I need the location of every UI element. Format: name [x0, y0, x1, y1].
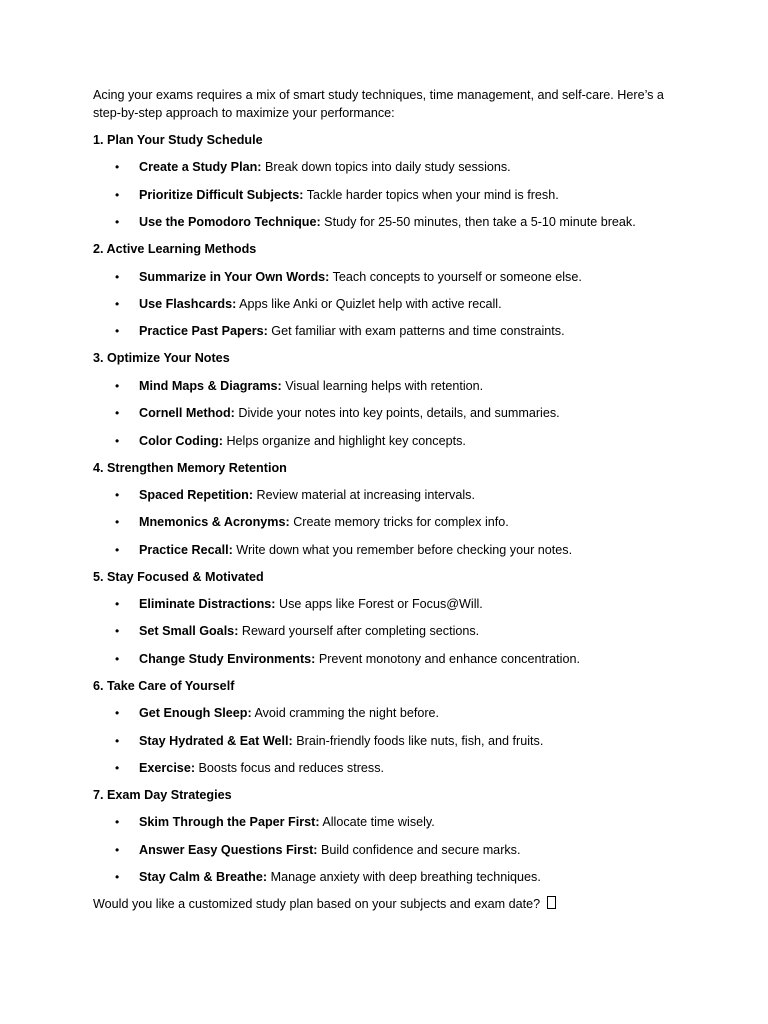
bullet-icon: •: [115, 624, 120, 639]
bullet-icon: •: [115, 406, 120, 421]
item-term: Practice Past Papers:: [139, 324, 268, 339]
item-description: Break down topics into daily study sessions.: [261, 160, 511, 175]
section: [93, 240, 683, 340]
bullet-list: [93, 704, 683, 777]
bullet-icon: •: [115, 733, 120, 748]
section: [93, 131, 683, 231]
list-item: [93, 186, 683, 204]
missing-glyph-box-icon: [547, 896, 556, 909]
bullet-icon: •: [115, 487, 120, 502]
list-item: [93, 432, 683, 450]
item-description: Allocate time wisely.: [319, 815, 435, 830]
section: [93, 349, 683, 449]
closing-question: [93, 895, 683, 913]
list-item: [93, 813, 683, 831]
item-term: Stay Calm & Breathe:: [139, 870, 268, 885]
section: [93, 786, 683, 886]
bullet-icon: •: [115, 651, 120, 666]
item-description: Apps like Anki or Quizlet help with active recall.: [236, 296, 502, 311]
item-term: Mnemonics & Acronyms:: [139, 515, 290, 530]
section-heading: 2. Active Learning Methods: [93, 242, 257, 257]
list-item: [93, 841, 683, 859]
bullet-list: [93, 268, 683, 341]
sections-container: [93, 131, 683, 886]
item-description: Study for 25-50 minutes, then take a 5-10 minute break.: [320, 215, 636, 230]
item-term: Color Coding:: [139, 433, 223, 448]
bullet-icon: •: [115, 324, 120, 339]
item-term: Mind Maps & Diagrams:: [139, 378, 282, 393]
item-description: Brain-friendly foods like nuts, fish, and fruits.: [292, 733, 544, 748]
item-description: Get familiar with exam patterns and time constraints.: [267, 324, 565, 339]
document-page: [93, 86, 683, 913]
list-item: [93, 704, 683, 722]
item-description: Review material at increasing intervals.: [253, 487, 475, 502]
list-item: [93, 650, 683, 668]
item-term: Prioritize Difficult Subjects:: [139, 187, 304, 202]
list-item: [93, 404, 683, 422]
closing-question-text: Would you like a customized study plan based on your subjects and exam date?: [93, 897, 544, 912]
list-item: [93, 213, 683, 231]
item-description: Use apps like Forest or Focus@Will.: [275, 597, 483, 612]
item-description: Write down what you remember before checking your notes.: [232, 542, 573, 557]
list-item: [93, 622, 683, 640]
item-description: Build confidence and secure marks.: [317, 842, 521, 857]
item-term: Change Study Environments:: [139, 651, 316, 666]
item-term: Exercise:: [139, 761, 196, 776]
list-item: [93, 513, 683, 531]
item-description: Create memory tricks for complex info.: [289, 515, 509, 530]
item-term: Use the Pomodoro Technique:: [139, 215, 321, 230]
bullet-icon: •: [115, 215, 120, 230]
list-item: [93, 595, 683, 613]
section: [93, 459, 683, 559]
bullet-icon: •: [115, 378, 120, 393]
bullet-list: [93, 595, 683, 668]
list-item: [93, 541, 683, 559]
item-description: Prevent monotony and enhance concentration.: [315, 651, 580, 666]
item-description: Visual learning helps with retention.: [281, 378, 484, 393]
item-term: Skim Through the Paper First:: [139, 815, 320, 830]
bullet-icon: •: [115, 515, 120, 530]
item-term: Practice Recall:: [139, 542, 233, 557]
section: [93, 568, 683, 668]
item-term: Eliminate Distractions:: [139, 597, 276, 612]
list-item: [93, 322, 683, 340]
bullet-icon: •: [115, 815, 120, 830]
item-term: Use Flashcards:: [139, 296, 237, 311]
item-description: Divide your notes into key points, details, and summaries.: [234, 406, 560, 421]
item-description: Reward yourself after completing sections.: [238, 624, 480, 639]
bullet-list: [93, 377, 683, 450]
section-heading: 5. Stay Focused & Motivated: [93, 569, 264, 584]
list-item: [93, 486, 683, 504]
item-term: Spaced Repetition:: [139, 487, 254, 502]
list-item: [93, 868, 683, 886]
item-term: Summarize in Your Own Words:: [139, 269, 330, 284]
bullet-list: [93, 813, 683, 886]
section-heading: 7. Exam Day Strategies: [93, 788, 232, 803]
section-heading: 4. Strengthen Memory Retention: [93, 460, 287, 475]
item-term: Set Small Goals:: [139, 624, 239, 639]
item-description: Tackle harder topics when your mind is fresh.: [303, 187, 559, 202]
item-term: Answer Easy Questions First:: [139, 842, 318, 857]
item-description: Manage anxiety with deep breathing techniques.: [267, 870, 541, 885]
item-term: Get Enough Sleep:: [139, 706, 252, 721]
bullet-icon: •: [115, 542, 120, 557]
list-item: [93, 377, 683, 395]
bullet-icon: •: [115, 160, 120, 175]
bullet-icon: •: [115, 761, 120, 776]
bullet-icon: •: [115, 842, 120, 857]
bullet-icon: •: [115, 187, 120, 202]
list-item: [93, 295, 683, 313]
item-term: Cornell Method:: [139, 406, 235, 421]
list-item: [93, 759, 683, 777]
list-item: [93, 268, 683, 286]
bullet-icon: •: [115, 269, 120, 284]
item-description: Boosts focus and reduces stress.: [195, 761, 385, 776]
item-description: Teach concepts to yourself or someone else.: [329, 269, 582, 284]
item-description: Helps organize and highlight key concepts.: [222, 433, 466, 448]
item-term: Stay Hydrated & Eat Well:: [139, 733, 293, 748]
section-heading: 6. Take Care of Yourself: [93, 678, 235, 693]
bullet-list: [93, 158, 683, 231]
section-heading: 3. Optimize Your Notes: [93, 351, 230, 366]
section-heading: 1. Plan Your Study Schedule: [93, 133, 263, 147]
list-item: [93, 732, 683, 750]
section: [93, 677, 683, 777]
bullet-icon: •: [115, 706, 120, 721]
list-item: [93, 158, 683, 176]
bullet-icon: •: [115, 597, 120, 612]
intro-paragraph: Acing your exams requires a mix of smart study techniques, time management, and self-care. Here’s a step-by-step approach to maximize your performance:: [93, 88, 664, 120]
bullet-icon: •: [115, 433, 120, 448]
bullet-icon: •: [115, 870, 120, 885]
item-description: Avoid cramming the night before.: [251, 706, 440, 721]
bullet-list: [93, 486, 683, 559]
bullet-icon: •: [115, 296, 120, 311]
item-term: Create a Study Plan:: [139, 160, 262, 175]
